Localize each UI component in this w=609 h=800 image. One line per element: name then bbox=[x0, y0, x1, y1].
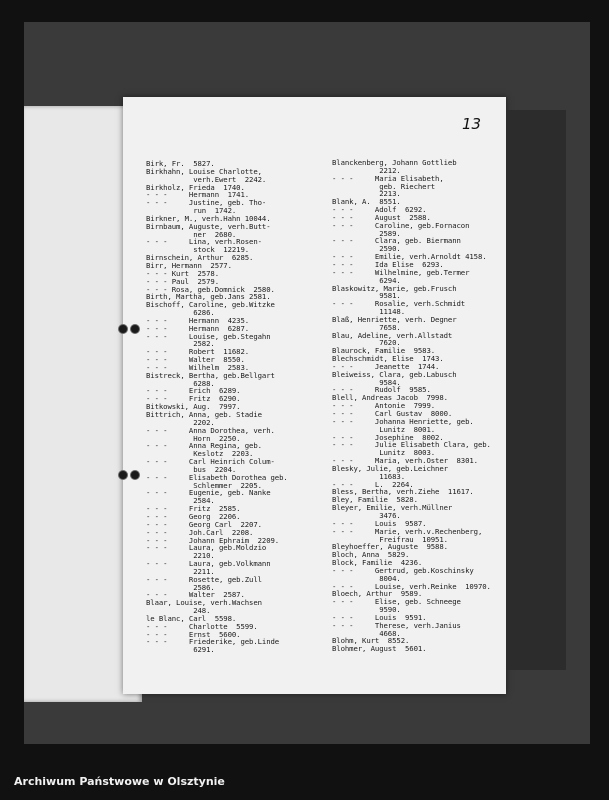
index-entry: Schlemmer 2205. bbox=[146, 480, 262, 490]
index-entry: - - - Robert 11682. bbox=[146, 347, 250, 357]
index-entry: - - - Elisabeth Dorothea geb. bbox=[146, 472, 288, 482]
index-entry: 6286. bbox=[146, 308, 215, 318]
index-entry: - - - Anna Dorothea, verh. bbox=[146, 425, 275, 435]
index-entry: 9584. bbox=[332, 377, 401, 387]
index-entry: 2590. bbox=[332, 244, 401, 254]
index-entry: - - - Elise, geb. Schneege bbox=[332, 597, 461, 607]
index-entry: - - - Lina, verh.Rosen- bbox=[146, 237, 262, 247]
index-entry: 2211. bbox=[146, 566, 215, 576]
index-entry: le Blanc, Carl 5598. bbox=[146, 613, 237, 623]
index-entry: Keslotz 2203. bbox=[146, 449, 254, 459]
index-entry: - - - Eugenie, geb. Nanke bbox=[146, 488, 271, 498]
index-entry: 2210. bbox=[146, 551, 215, 561]
index-entry: - - - Marie, verh.v.Rechenberg, bbox=[332, 526, 483, 536]
index-entry: verh.Ewert 2242. bbox=[146, 174, 267, 184]
index-entry: - - - Rudolf 9585. bbox=[332, 385, 431, 395]
index-column-left bbox=[146, 160, 288, 654]
right-page-edge bbox=[506, 110, 566, 670]
index-entry: - - - L. 2264. bbox=[332, 479, 414, 489]
index-entry: Birr, Hermann 2577. bbox=[146, 260, 232, 270]
index-entry: run 1742. bbox=[146, 206, 237, 216]
index-entry: - - - Carl Gustav 8000. bbox=[332, 409, 453, 418]
index-entry: - - - Louise, verh.Reinke 10970. bbox=[332, 581, 491, 591]
index-entry: Blell, Andreas Jacob 7998. bbox=[332, 393, 448, 403]
index-entry: Blank, A. 8551. bbox=[332, 197, 401, 207]
index-entry: Block, Familie 4236. bbox=[332, 558, 423, 568]
index-entry: Horn 2250. bbox=[146, 433, 241, 443]
archive-footer: Archiwum Państwowe w Olsztynie bbox=[14, 775, 225, 788]
index-entry: - - - Rosa, geb.Domnick 2580. bbox=[146, 284, 275, 294]
index-entry: Birkner, M., verh.Hahn 10044. bbox=[146, 213, 271, 223]
index-entry: 2586. bbox=[146, 582, 215, 592]
index-entry: - - - Gertrud, geb.Koschinsky bbox=[332, 565, 474, 575]
index-entry: - - - Wilhelmine, geb.Termer bbox=[332, 267, 470, 277]
index-entry: - - - Louis 9591. bbox=[332, 612, 427, 622]
index-entry: - - - Antonie 7999. bbox=[332, 401, 436, 411]
index-entry: - - - Therese, verh.Janius bbox=[332, 620, 461, 630]
index-entry: - - - Kurt 2578. bbox=[146, 268, 219, 278]
index-entry: - - - Justine, geb. Tho- bbox=[146, 198, 267, 208]
index-entry: 2213. bbox=[332, 189, 401, 199]
index-entry: Birnbaum, Auguste, verh.Butt- bbox=[146, 221, 271, 231]
index-entry: - - - Hermann 1741. bbox=[146, 190, 250, 200]
index-entry: 9590. bbox=[332, 605, 401, 615]
index-entry: 7658. bbox=[332, 322, 401, 332]
index-entry: - - - Maria, verh.Oster 8301. bbox=[332, 456, 478, 466]
index-entry: 2584. bbox=[146, 496, 215, 506]
index-entry: Blaar, Louise, verh.Wachsen bbox=[146, 598, 262, 608]
index-entry: - - - Caroline, geb.Fornacon bbox=[332, 220, 470, 230]
index-entry: - - - Ernst 5600. bbox=[146, 629, 241, 639]
index-entry: 7620. bbox=[332, 338, 401, 348]
index-entry: Bloch, Anna 5829. bbox=[332, 550, 410, 560]
index-entry: Freifrau 10951. bbox=[332, 534, 448, 544]
index-entry: - - - Friederike, geb.Linde bbox=[146, 637, 280, 647]
index-entry: - - - Johanna Henriette, geb. bbox=[332, 416, 474, 426]
index-entry: Lunitz 8003. bbox=[332, 448, 436, 458]
index-entry: Bittrich, Anna, geb. Stadie bbox=[146, 410, 262, 419]
index-entry: Lunitz 8001. bbox=[332, 424, 436, 434]
index-entry: - - - Jeanette 1744. bbox=[332, 361, 440, 371]
index-entry: - - - Josephine 8002. bbox=[332, 432, 444, 442]
index-entry: Blechschmidt, Elise 1743. bbox=[332, 354, 444, 364]
index-entry: - - - Clara, geb. Biermann bbox=[332, 236, 461, 246]
index-entry: Bley, Familie 5828. bbox=[332, 495, 418, 505]
index-entry: 6291. bbox=[146, 645, 215, 655]
index-entry: - - - Joh.Carl 2208. bbox=[146, 527, 254, 537]
index-entry: - - - Louise, geb.Stegahn bbox=[146, 331, 271, 341]
index-entry: Birkhahn, Louise Charlotte, bbox=[146, 166, 262, 176]
index-entry: Blohmer, August 5601. bbox=[332, 644, 427, 654]
index-entry: - - - Georg Carl 2207. bbox=[146, 519, 262, 529]
index-entry: - - - Rosalie, verh.Schmidt bbox=[332, 299, 466, 309]
index-entry: - - - Walter 2587. bbox=[146, 590, 245, 600]
index-entry: Blohm, Kurt 8552. bbox=[332, 636, 410, 646]
index-entry: - - - Walter 8550. bbox=[146, 355, 245, 365]
index-entry: - - - Charlotte 5599. bbox=[146, 621, 258, 631]
index-entry: - - - Fritz 6290. bbox=[146, 394, 241, 404]
index-entry: Blaurock, Familie 9583. bbox=[332, 346, 436, 356]
index-entry: Blau, Adeline, verh.Allstadt bbox=[332, 330, 453, 340]
index-entry: - - - Adolf 6292. bbox=[332, 205, 427, 215]
index-entry: Bless, Bertha, verh.Ziehe 11617. bbox=[332, 487, 474, 497]
index-entry: Blesky, Julie, geb.Leichner bbox=[332, 463, 448, 473]
index-entry: - - - Johann Ephraim 2209. bbox=[146, 535, 280, 545]
binder-hole-bottom-right bbox=[130, 470, 140, 480]
index-entry: Bischoff, Caroline, geb.Witzke bbox=[146, 300, 275, 310]
index-entry: - - - Paul 2579. bbox=[146, 276, 219, 286]
index-entry: 2582. bbox=[146, 339, 215, 349]
binder-hole-top-left bbox=[118, 324, 128, 334]
binder-hole-top-right bbox=[130, 324, 140, 334]
index-entry: 9581. bbox=[332, 291, 401, 301]
index-entry: - - - Carl Heinrich Colum- bbox=[146, 457, 275, 467]
index-entry: 8004. bbox=[332, 573, 401, 583]
index-entry: Birth, Martha, geb.Jans 2581. bbox=[146, 292, 271, 302]
index-entry: - - - Laura, geb.Volkmann bbox=[146, 559, 271, 569]
index-entry: - - - Georg 2206. bbox=[146, 511, 241, 521]
index-column-right bbox=[332, 159, 491, 653]
index-entry: 6288. bbox=[146, 378, 215, 388]
index-entry: - - - Emilie, verh.Arnoldt 4158. bbox=[332, 252, 487, 262]
index-entry: - - - Rosette, geb.Zull bbox=[146, 574, 262, 584]
index-entry: - - - Anna Regina, geb. bbox=[146, 441, 262, 451]
index-entry: - - - Wilhelm 2583. bbox=[146, 362, 250, 372]
index-entry: geb. Riechert bbox=[332, 181, 436, 191]
index-entry: Blaß, Henriette, verh. Degner bbox=[332, 314, 457, 324]
index-entry: Bleiweiss, Clara, geb.Labusch bbox=[332, 369, 457, 379]
index-entry: - - - Julie Elisabeth Clara, geb. bbox=[332, 440, 491, 450]
index-entry: - - - Ida Elise 6293. bbox=[332, 259, 444, 269]
index-entry: Bleyhoeffer, Auguste 9588. bbox=[332, 542, 448, 552]
index-entry: Bistreck, Bertha, geb.Bellgart bbox=[146, 370, 275, 380]
index-entry: - - - Fritz 2585. bbox=[146, 504, 241, 514]
index-entry: Birkholz, Frieda 1740. bbox=[146, 182, 245, 192]
index-entry: 11148. bbox=[332, 307, 405, 317]
index-entry: 248. bbox=[146, 606, 211, 616]
binder-hole-bottom-left bbox=[118, 470, 128, 480]
index-entry: bus 2204. bbox=[146, 464, 237, 474]
index-entry: 4668. bbox=[332, 628, 401, 638]
index-entry: - - - Louis 9587. bbox=[332, 518, 427, 528]
index-entry: ner 2680. bbox=[146, 229, 237, 239]
index-entry: 2202. bbox=[146, 417, 215, 427]
index-entry: Birnschein, Arthur 6285. bbox=[146, 253, 254, 263]
index-entry: - - - Erich 6289. bbox=[146, 386, 241, 396]
index-entry: Birk, Fr. 5827. bbox=[146, 159, 215, 168]
index-entry: - - - Hermann 4235. bbox=[146, 315, 250, 325]
page-number: 13 bbox=[462, 115, 482, 133]
index-entry: Bitkowski, Aug. 7997. bbox=[146, 402, 241, 412]
index-entry: 3476. bbox=[332, 510, 401, 520]
index-entry: stock 12219. bbox=[146, 245, 250, 255]
index-entry: 2212. bbox=[332, 165, 401, 175]
index-entry: - - - Laura, geb.Moldzio bbox=[146, 543, 267, 553]
index-entry: - - - Maria Elisabeth, bbox=[332, 173, 444, 183]
index-entry: Blaskowitz, Marie, geb.Frusch bbox=[332, 283, 457, 293]
index-entry: Bloech, Arthur 9589. bbox=[332, 589, 423, 599]
index-entry: Bleyer, Emilie, verh.Müllner bbox=[332, 503, 453, 513]
index-entry: - - - Hermann 6287. bbox=[146, 323, 250, 333]
index-entry: - - - August 2588. bbox=[332, 212, 431, 222]
index-entry: Blanckenberg, Johann Gottlieb bbox=[332, 158, 457, 167]
index-entry: 11683. bbox=[332, 471, 405, 481]
index-entry: 2589. bbox=[332, 228, 401, 238]
index-entry: 6294. bbox=[332, 275, 401, 285]
